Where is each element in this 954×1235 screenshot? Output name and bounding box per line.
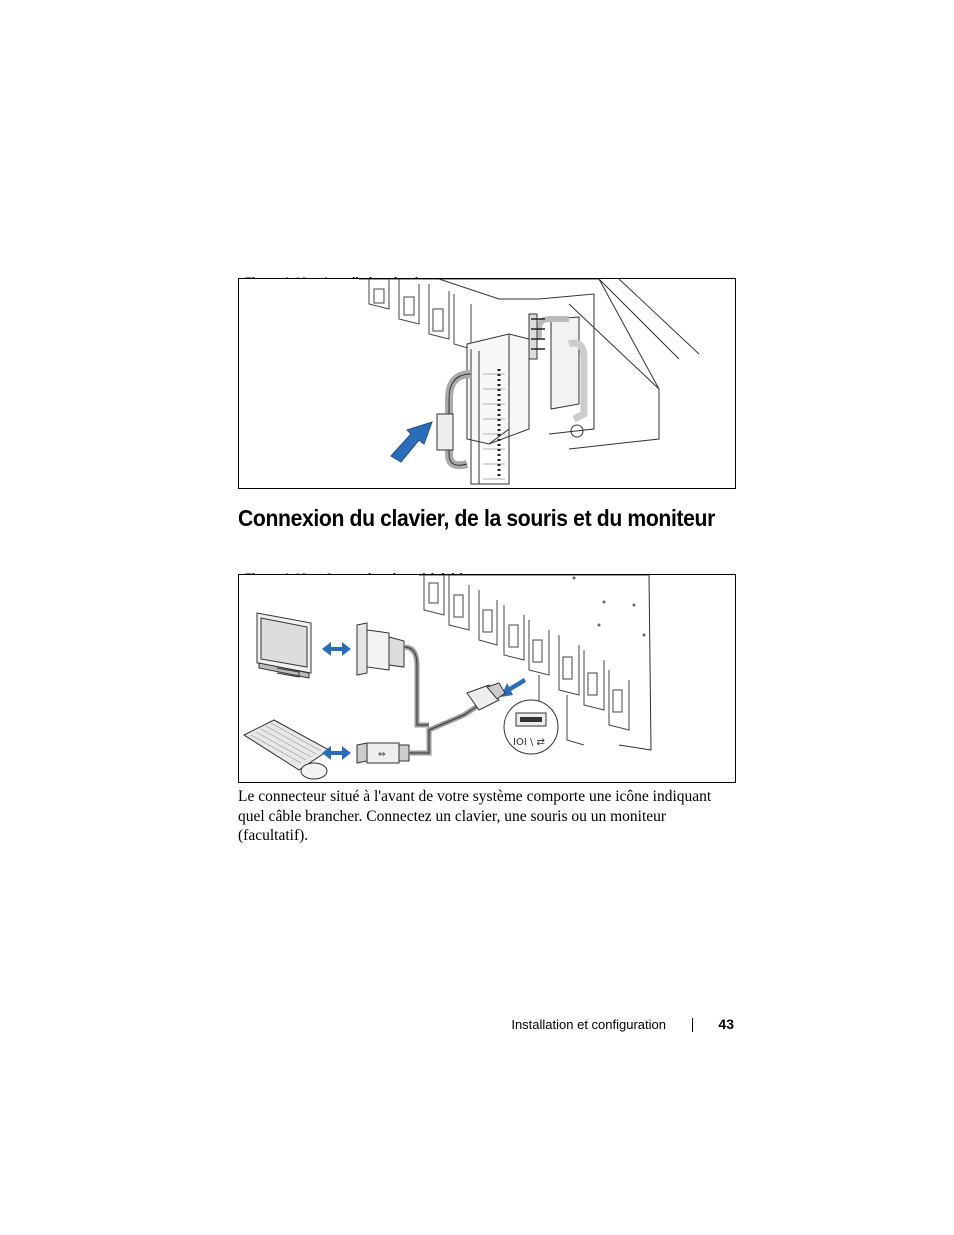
figure-1-13-illustration bbox=[238, 574, 736, 783]
body-paragraph: Le connecteur situé à l'avant de votre système comporte une icône indiquant quel câble brancher. Connectez un clavier, une souris ou un moniteur (facultatif). bbox=[238, 788, 712, 844]
vga-connector-icon bbox=[357, 623, 429, 725]
tray-drawing bbox=[437, 334, 529, 484]
mouse-icon bbox=[301, 763, 327, 779]
page-footer bbox=[238, 1015, 736, 1035]
page-number: 43 bbox=[718, 1016, 734, 1032]
usb-symbol-icon bbox=[513, 737, 545, 748]
push-arrow-icon bbox=[391, 422, 432, 462]
footer-section-title: Installation et configuration bbox=[511, 1017, 666, 1032]
svg-text:IOI \ ⇄: IOI \ ⇄ bbox=[513, 737, 545, 748]
section-heading: Connexion du clavier, de la souris et du moniteur bbox=[238, 505, 715, 531]
footer-separator bbox=[692, 1018, 693, 1032]
keyboard-icon bbox=[244, 720, 329, 770]
figure-1-12-illustration bbox=[238, 278, 736, 489]
port-callout bbox=[504, 700, 558, 754]
usb-connector-icon bbox=[357, 683, 505, 763]
monitor-icon bbox=[257, 613, 311, 678]
svg-text:⇔: ⇔ bbox=[378, 750, 386, 760]
